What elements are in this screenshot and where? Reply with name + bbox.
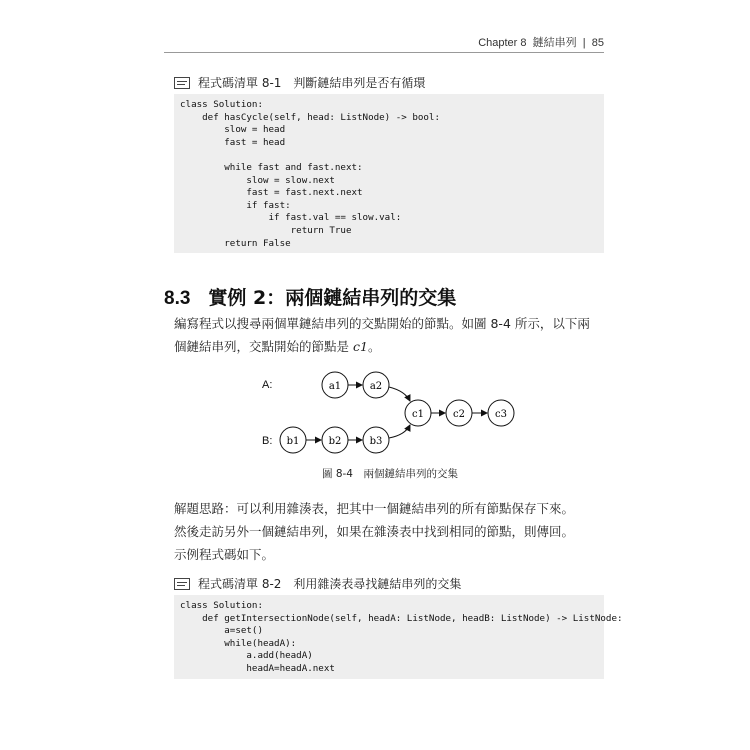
intro-line-2 (174, 335, 608, 358)
node-b3-label: b3 (369, 436, 383, 447)
solution-line-3: 示例程式碼如下。 (174, 547, 275, 562)
chapter-title: 鏈結串列 (532, 37, 577, 49)
section-heading (164, 283, 456, 310)
code-line: if fast.val == slow.val: (180, 212, 402, 224)
code-line: def hasCycle(self, head: ListNode) -> bool: (180, 111, 440, 123)
code-line: class Solution: (180, 600, 263, 611)
solution-line-1: 解題思路：可以利用雜湊表，把其中一個鏈結串列的所有節點保存下來。 (174, 501, 575, 516)
section-number: 8.3 (164, 288, 191, 309)
linked-list-intersection-diagram (255, 367, 545, 462)
listing-2-title-text: 程式碼清單 8-2 利用雜湊表尋找鏈結串列的交集 (198, 577, 462, 591)
listing-1-title (174, 74, 425, 91)
intro-line-2-post: 。 (367, 339, 381, 354)
arrow-b3-c1 (389, 425, 410, 438)
code-line (180, 149, 598, 162)
code-line: while fast and fast.next: (180, 161, 363, 173)
node-b3 (363, 427, 389, 453)
header-separator: | (582, 37, 586, 49)
node-c1 (405, 400, 431, 426)
intro-paragraph (174, 312, 608, 358)
intro-node-ref: c1 (352, 339, 368, 354)
code-listing-icon (174, 578, 190, 590)
node-c2-label: c2 (453, 409, 465, 420)
node-a2 (363, 372, 389, 398)
code-line: fast = fast.next.next (180, 187, 363, 199)
node-a2-label: a2 (369, 381, 383, 392)
intro-line-1: 編寫程式以搜尋兩個單鏈結串列的交點開始的節點。如圖 8-4 所示，以下兩 (174, 316, 590, 331)
solution-paragraph (174, 497, 608, 566)
node-b1 (280, 427, 306, 453)
code-line: slow = head (180, 124, 286, 136)
header-text (478, 34, 604, 50)
section-title-text: 實例 2：兩個鏈結串列的交集 (208, 287, 457, 309)
page-number: 85 (591, 37, 604, 49)
node-b2 (322, 427, 348, 453)
solution-line-2: 然後走訪另外一個鏈結串列，如果在雜湊表中找到相同的節點，則傳回。 (174, 524, 575, 539)
node-c3-label: c3 (495, 409, 507, 420)
list-a-label: A: (262, 379, 273, 391)
intro-line-2-pre: 個鏈結串列，交點開始的節點是 (174, 339, 353, 354)
code-line: a.add(headA) (180, 650, 313, 662)
code-line: def getIntersectionNode(self, headA: ListNode, headB: ListNode) -> ListNode: (180, 612, 623, 624)
code-line: fast = head (180, 136, 286, 148)
code-line: a=set() (180, 625, 263, 637)
node-b2-label: b2 (328, 436, 342, 447)
node-a1 (322, 372, 348, 398)
listing-1-title-text: 程式碼清單 8-1 判斷鏈結串列是否有循環 (198, 76, 426, 90)
code-line: class Solution: (180, 99, 263, 110)
node-c1-label: c1 (412, 409, 424, 420)
code-line: return False (180, 237, 291, 249)
code-block-2 (174, 595, 623, 679)
code-line: if fast: (180, 199, 291, 211)
node-c2 (446, 400, 472, 426)
code-listing-icon (174, 77, 190, 89)
node-c3 (488, 400, 514, 426)
list-b-label: B: (262, 435, 273, 447)
figure-caption: 圖 8-4 兩個鏈結串列的交集 (322, 468, 458, 480)
arrow-a2-c1 (389, 387, 410, 401)
code-line: headA=headA.next (180, 662, 335, 674)
code-line: return True (180, 224, 352, 236)
code-block-1 (174, 94, 604, 253)
listing-2-title (174, 575, 461, 592)
code-line: slow = slow.next (180, 174, 335, 186)
node-b1-label: b1 (286, 436, 300, 447)
code-line: while(headA): (180, 637, 297, 649)
chapter-label: Chapter 8 (478, 37, 527, 49)
running-header (164, 30, 604, 53)
node-a1-label: a1 (328, 381, 342, 392)
